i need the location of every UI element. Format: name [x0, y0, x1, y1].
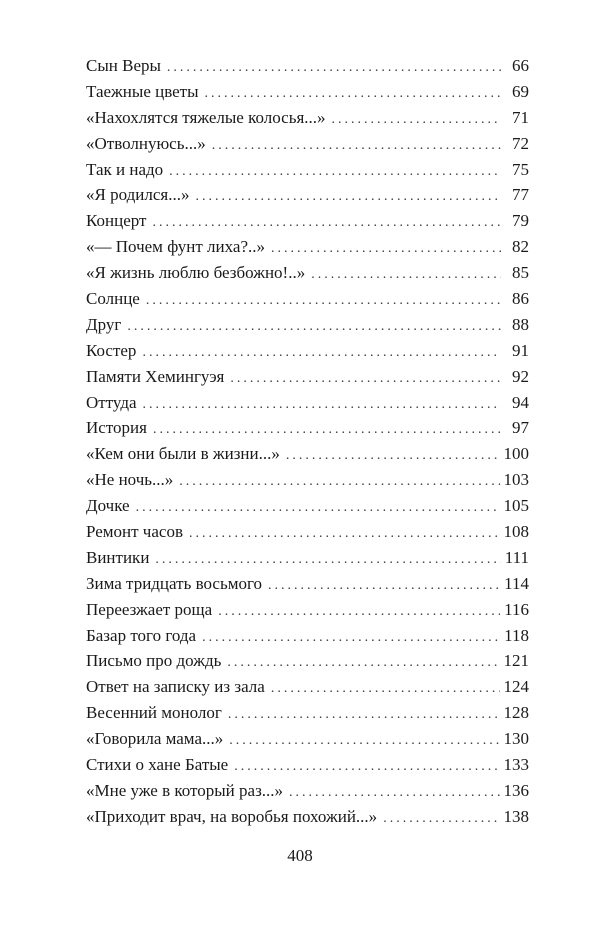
toc-entry: [86, 105, 529, 131]
toc-entry: [86, 623, 529, 649]
dot-leader: [153, 417, 501, 443]
toc-entry: [86, 364, 529, 390]
toc-entry-page-number: 82: [512, 237, 529, 257]
toc-entry-title: Солнце: [86, 289, 140, 309]
toc-entry-title: «Говорила мама...»: [86, 729, 224, 749]
toc-entry-page-number: 118: [504, 625, 529, 645]
toc-entry: [86, 571, 529, 597]
dot-leader: [271, 236, 501, 262]
dot-leader: [229, 728, 499, 754]
dot-leader: [228, 702, 500, 728]
toc-entry-page-number: 124: [503, 677, 529, 697]
toc-entry-title: Винтики: [86, 547, 150, 567]
dot-leader: [136, 495, 500, 521]
dot-leader: [152, 210, 501, 236]
toc-entry-page-number: 71: [512, 107, 529, 127]
page-number: 408: [287, 846, 313, 865]
toc-entry-title: «Мне уже в который раз...»: [86, 780, 284, 800]
toc-entry: [86, 390, 529, 416]
toc-entry-title: Письмо про дождь: [86, 651, 222, 671]
toc-entry: [86, 648, 529, 674]
toc-entry-page-number: 91: [512, 340, 529, 360]
toc-entry-page-number: 111: [504, 547, 529, 567]
toc-entry-title: Концерт: [86, 211, 147, 231]
dot-leader: [146, 288, 501, 314]
toc-entry-page-number: 133: [503, 755, 529, 775]
toc-entry-title: Сын Веры: [86, 56, 161, 75]
toc-entry-page-number: 66: [512, 56, 529, 75]
dot-leader: [202, 625, 500, 651]
toc-entry-page-number: 136: [503, 780, 529, 800]
toc-entry-page-number: 108: [503, 522, 529, 542]
dot-leader: [268, 573, 500, 599]
toc-entry-title: Таежные цветы: [86, 81, 199, 101]
dot-leader: [143, 392, 501, 418]
dot-leader: [230, 366, 501, 392]
toc-entry-page-number: 77: [512, 185, 529, 205]
toc-entry-title: «Не ночь...»: [86, 470, 174, 490]
toc-entry-title: Переезжает роща: [86, 599, 213, 619]
toc-entry-page-number: 121: [503, 651, 529, 671]
toc-entry-page-number: 103: [503, 470, 529, 490]
toc-entry: [86, 752, 529, 778]
toc-entry-page-number: 69: [512, 81, 529, 101]
toc-entry-page-number: 86: [512, 289, 529, 309]
toc-entry-title: «Кем они были в жизни...»: [86, 444, 280, 464]
dot-leader: [179, 469, 499, 495]
dot-leader: [212, 133, 501, 159]
toc-entry-title: Ремонт часов: [86, 522, 183, 542]
toc-entry: [86, 79, 529, 105]
toc-entry: [86, 467, 529, 493]
toc-entry-page-number: 100: [503, 444, 529, 464]
dot-leader: [311, 262, 501, 288]
dot-leader: [234, 754, 499, 780]
toc-entry-title: Дочке: [86, 496, 130, 516]
toc-entry: [86, 157, 529, 183]
dot-leader: [189, 521, 500, 547]
dot-leader: [332, 107, 501, 133]
toc-entry: [86, 182, 529, 208]
toc-entry: [86, 597, 529, 623]
toc-entry: [86, 260, 529, 286]
toc-entry-title: Оттуда: [86, 392, 137, 412]
toc-entry: [86, 53, 529, 79]
toc-entry-title: Так и надо: [86, 159, 164, 179]
toc-entry: [86, 726, 529, 752]
toc-entry-title: «Отволнуюсь...»: [86, 133, 206, 153]
toc-entry-title: Зима тридцать восьмого: [86, 573, 263, 593]
dot-leader: [289, 780, 499, 806]
toc-entry: [86, 545, 529, 571]
dot-leader: [205, 81, 501, 107]
dot-leader: [127, 314, 501, 340]
dot-leader: [286, 443, 500, 469]
toc-entry: [86, 804, 529, 830]
toc-entry: [86, 338, 529, 364]
toc-entry: [86, 519, 529, 545]
dot-leader: [227, 650, 499, 676]
toc-entry-page-number: 88: [512, 314, 529, 334]
toc-entry-title: «— Почем фунт лиха?..»: [86, 237, 266, 257]
toc-entry-title: «Я жизнь люблю безбожно!..»: [86, 263, 306, 283]
toc-entry-page-number: 114: [504, 573, 529, 593]
toc-entry-page-number: 116: [504, 599, 529, 619]
dot-leader: [169, 159, 501, 185]
toc-entry-page-number: 105: [503, 496, 529, 516]
toc-entry-page-number: 72: [512, 133, 529, 153]
toc-entry-page-number: 97: [512, 418, 529, 438]
toc-entry-title: Стихи о хане Батые: [86, 755, 229, 775]
dot-leader: [195, 184, 501, 210]
toc-entry-title: Ответ на записку из зала: [86, 677, 265, 697]
toc-entry-page-number: 79: [512, 211, 529, 231]
toc-entry-page-number: 85: [512, 263, 529, 283]
toc-entry: [86, 700, 529, 726]
toc-entry: [86, 674, 529, 700]
toc-entry: [86, 778, 529, 804]
dot-leader: [271, 676, 500, 702]
dot-leader: [167, 55, 501, 81]
toc-entry-title: История: [86, 418, 147, 438]
toc-entry-title: «Нахохлятся тяжелые колосья...»: [86, 107, 326, 127]
toc-entry: [86, 208, 529, 234]
dot-leader: [142, 340, 501, 366]
toc-entry-page-number: 75: [512, 159, 529, 179]
table-of-contents: [86, 53, 529, 830]
toc-entry: [86, 493, 529, 519]
toc-entry-title: Памяти Хемингуэя: [86, 366, 225, 386]
dot-leader: [383, 806, 499, 832]
toc-entry-page-number: 92: [512, 366, 529, 386]
toc-entry-page-number: 94: [512, 392, 529, 412]
toc-entry-title: «Я родился...»: [86, 185, 190, 205]
toc-entry-page-number: 130: [503, 729, 529, 749]
toc-entry: [86, 286, 529, 312]
toc-entry: [86, 415, 529, 441]
toc-entry: [86, 131, 529, 157]
dot-leader: [218, 599, 500, 625]
toc-entry-page-number: 138: [503, 806, 529, 826]
toc-entry: [86, 441, 529, 467]
dot-leader: [155, 547, 500, 573]
toc-entry: [86, 312, 529, 338]
toc-entry-title: «Приходит врач, на воробья похожий...»: [86, 806, 378, 826]
toc-entry: [86, 234, 529, 260]
toc-entry-title: Базар того года: [86, 625, 197, 645]
toc-entry-title: Друг: [86, 314, 122, 334]
toc-entry-page-number: 128: [503, 703, 529, 723]
toc-entry-title: Весенний монолог: [86, 703, 222, 723]
toc-entry-title: Костер: [86, 340, 137, 360]
